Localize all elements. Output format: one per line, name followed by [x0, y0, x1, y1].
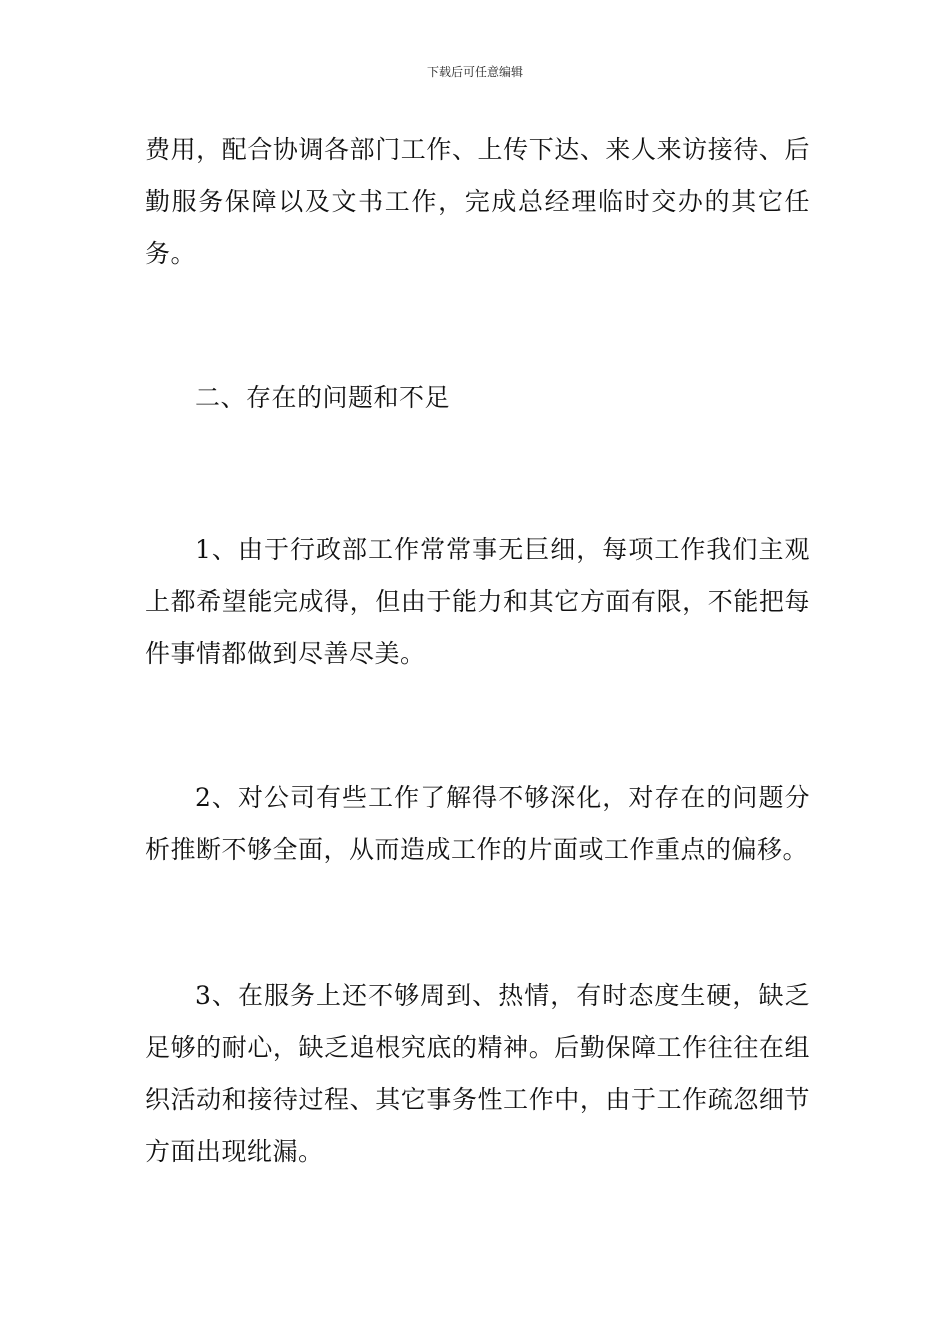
- paragraph-item-1: 1、由于行政部工作常常事无巨细，每项工作我们主观上都希望能完成得，但由于能力和其它方面有限，不能把每件事情都做到尽善尽美。: [145, 535, 810, 668]
- paragraph-item-2: 2、对公司有些工作了解得不够深化，对存在的问题分析推断不够全面，从而造成工作的片面或工作重点的偏移。: [145, 783, 810, 864]
- paragraph-continued: 费用，配合协调各部门工作、上传下达、来人来访接待、后勤服务保障以及文书工作，完成总经理临时交办的其它任务。: [145, 135, 810, 268]
- paragraph-item-3: 3、在服务上还不够周到、热情，有时态度生硬，缺乏足够的耐心，缺乏追根究底的精神。后勤保障工作往往在组织活动和接待过程、其它事务性工作中，由于工作疏忽细节方面出现纰漏。: [145, 981, 810, 1166]
- page-header-note: 下载后可任意编辑: [426, 65, 523, 79]
- section-heading: 二、存在的问题和不足: [195, 383, 451, 412]
